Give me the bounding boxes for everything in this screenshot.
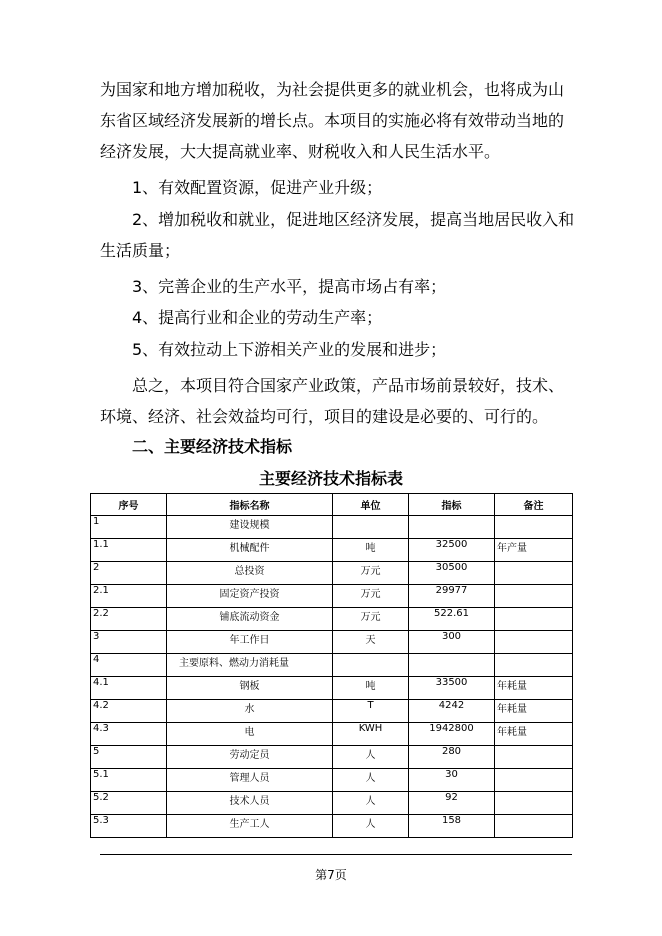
cell-seq: 2.1: [91, 585, 167, 608]
cell-unit: 人: [333, 769, 409, 792]
cell-note: [495, 608, 573, 631]
cell-seq: 2.2: [91, 608, 167, 631]
cell-name: 年工作日: [167, 631, 333, 654]
cell-unit: 吨: [333, 677, 409, 700]
header-seq: 序号: [91, 494, 167, 516]
cell-name: 技术人员: [167, 792, 333, 815]
cell-seq: 1.1: [91, 539, 167, 562]
cell-name: 管理人员: [167, 769, 333, 792]
table-row: [91, 516, 573, 539]
table-row: [91, 562, 573, 585]
cell-seq: 5.2: [91, 792, 167, 815]
cell-unit: 万元: [333, 608, 409, 631]
cell-value: 1942800: [409, 723, 495, 746]
cell-value: [409, 516, 495, 539]
cell-value: 158: [409, 815, 495, 838]
cell-unit: [333, 654, 409, 677]
indicator-table: [90, 493, 573, 838]
cell-unit: 万元: [333, 585, 409, 608]
cell-unit: 万元: [333, 562, 409, 585]
cell-unit: 人: [333, 792, 409, 815]
list-item-continuation: 生活质量；: [100, 241, 181, 260]
table-row: [91, 792, 573, 815]
cell-unit: T: [333, 700, 409, 723]
cell-name: 生产工人: [167, 815, 333, 838]
cell-note: [495, 516, 573, 539]
table-row: [91, 539, 573, 562]
cell-seq: 4.3: [91, 723, 167, 746]
cell-seq: 5.3: [91, 815, 167, 838]
table-row: [91, 746, 573, 769]
header-unit: 单位: [333, 494, 409, 516]
cell-seq: 4: [91, 654, 167, 677]
intro-paragraph: 为国家和地方增加税收，为社会提供更多的就业机会，也将成为山东省区域经济发展新的增长点。本项目的实施必将有效带动当地的经济发展，大大提高就业率、财税收入和人民生活水平。: [100, 80, 565, 161]
cell-name: 钢板: [167, 677, 333, 700]
table-row: [91, 631, 573, 654]
cell-note: [495, 769, 573, 792]
cell-seq: 5: [91, 746, 167, 769]
cell-note: [495, 631, 573, 654]
cell-note: 年耗量: [495, 700, 573, 723]
cell-value: 4242: [409, 700, 495, 723]
cell-value: 32500: [409, 539, 495, 562]
table-row: [91, 585, 573, 608]
cell-unit: KWH: [333, 723, 409, 746]
cell-seq: 4.1: [91, 677, 167, 700]
list-item: 5、有效拉动上下游相关产业的发展和进步；: [132, 340, 447, 359]
list-item: 2、增加税收和就业，促进地区经济发展，提高当地居民收入和: [132, 210, 575, 229]
cell-note: [495, 746, 573, 769]
cell-name: 劳动定员: [167, 746, 333, 769]
cell-note: [495, 585, 573, 608]
cell-name: 水: [167, 700, 333, 723]
header-value: 指标: [409, 494, 495, 516]
cell-unit: [333, 516, 409, 539]
table-row: [91, 723, 573, 746]
cell-value: 522.61: [409, 608, 495, 631]
cell-note: 年耗量: [495, 723, 573, 746]
cell-value: 29977: [409, 585, 495, 608]
cell-note: 年产量: [495, 539, 573, 562]
table-row: [91, 700, 573, 723]
table-row: [91, 677, 573, 700]
conclusion-paragraph: 总之，本项目符合国家产业政策，产品市场前景较好，技术、环境、经济、社会效益均可行，项目的建设是必要的、可行的。: [100, 376, 565, 426]
cell-value: [409, 654, 495, 677]
cell-note: 年耗量: [495, 677, 573, 700]
cell-name: 机械配件: [167, 539, 333, 562]
header-name: 指标名称: [167, 494, 333, 516]
header-note: 备注: [495, 494, 573, 516]
table-header-row: [91, 494, 573, 516]
cell-unit: 人: [333, 815, 409, 838]
cell-name: 建设规模: [167, 516, 333, 539]
cell-unit: 天: [333, 631, 409, 654]
cell-note: [495, 792, 573, 815]
cell-name: 固定资产投资: [167, 585, 333, 608]
table-title: 主要经济技术指标表: [258, 469, 403, 488]
cell-value: 30: [409, 769, 495, 792]
cell-seq: 1: [91, 516, 167, 539]
table-row: [91, 654, 573, 677]
cell-unit: 人: [333, 746, 409, 769]
cell-name: 铺底流动资金: [167, 608, 333, 631]
table-row: [91, 608, 573, 631]
cell-name: 主要原料、燃动力消耗量: [167, 654, 333, 677]
cell-note: [495, 562, 573, 585]
table-row: [91, 815, 573, 838]
cell-value: 92: [409, 792, 495, 815]
cell-note: [495, 815, 573, 838]
cell-value: 30500: [409, 562, 495, 585]
cell-value: 300: [409, 631, 495, 654]
cell-name: 总投资: [167, 562, 333, 585]
cell-name: 电: [167, 723, 333, 746]
cell-seq: 2: [91, 562, 167, 585]
table-row: [91, 769, 573, 792]
cell-value: 280: [409, 746, 495, 769]
cell-unit: 吨: [333, 539, 409, 562]
page-number: 第7页: [315, 868, 347, 882]
list-item: 4、提高行业和企业的劳动生产率；: [132, 308, 383, 327]
cell-seq: 4.2: [91, 700, 167, 723]
cell-seq: 5.1: [91, 769, 167, 792]
section-heading: 二、主要经济技术指标: [132, 437, 293, 456]
cell-seq: 3: [91, 631, 167, 654]
footer-divider: [100, 854, 572, 855]
cell-value: 33500: [409, 677, 495, 700]
cell-note: [495, 654, 573, 677]
list-item: 3、完善企业的生产水平，提高市场占有率；: [132, 277, 447, 296]
list-item: 1、有效配置资源，促进产业升级；: [132, 178, 383, 197]
